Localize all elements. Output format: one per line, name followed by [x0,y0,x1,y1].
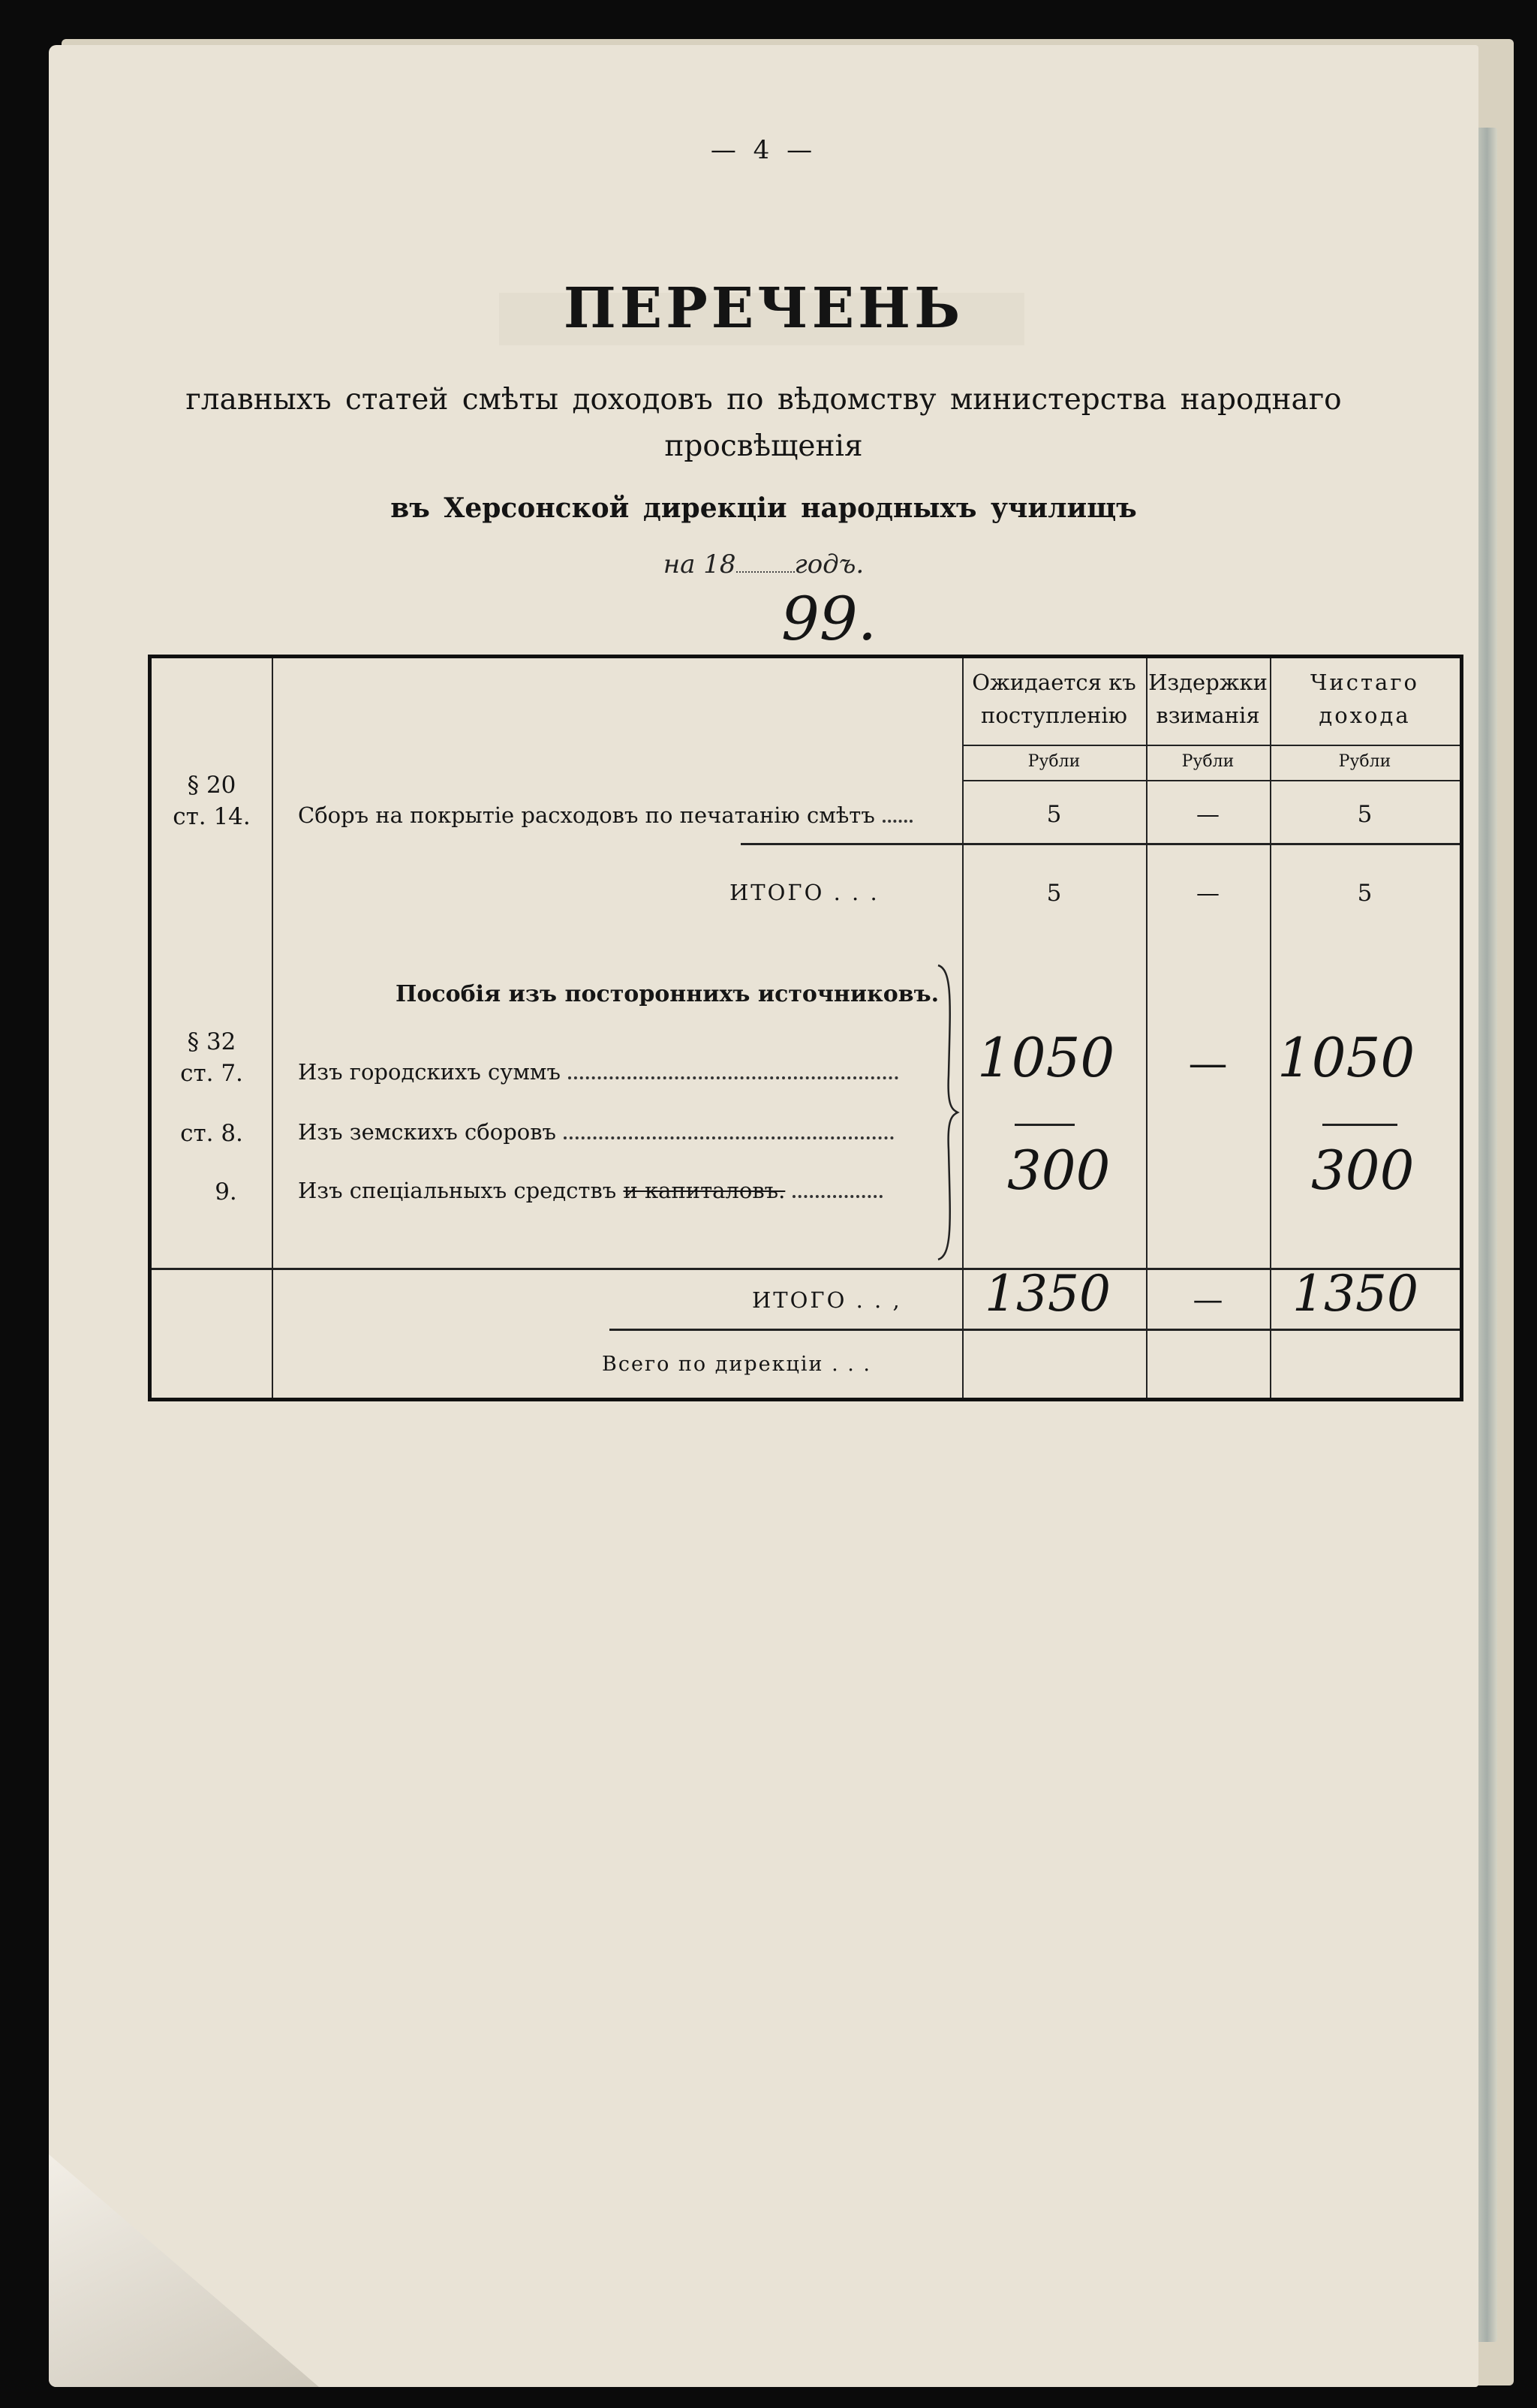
revenue-table [148,655,1463,1401]
item-special-desc: Изъ спеціальныхъ средствъ и капиталовъ. [298,1178,883,1203]
subtitle-line-1: главныхъ статей смѣты доходовъ по вѣдомству министерства народнаго [185,383,1342,417]
directorate-line: въ Херсонской дирекціи народныхъ училищъ [390,492,1137,524]
document-page [49,45,1478,2387]
row1-expected: 5 [1046,801,1062,828]
curly-brace [932,962,962,1263]
document-title: ПЕРЕЧЕНЬ [563,276,964,341]
article-7: ст. 7. [180,1060,243,1087]
subtotal1-net: 5 [1357,880,1373,907]
section-32: § 32 [187,1028,236,1055]
total-label: ИТОГО . . , [752,1287,902,1313]
hw-city-costs: — [1188,1041,1228,1086]
hw-total-costs: — [1193,1283,1223,1317]
year-prefix: на 18 [663,549,736,579]
unit-expected: Рубли [1027,752,1081,771]
unit-costs: Рубли [1181,752,1235,771]
row1-costs: — [1196,801,1220,828]
hw-zemstvo-net-bar [1322,1124,1397,1126]
folded-corner [49,2154,319,2387]
hw-city-expected: 1050 [977,1026,1115,1089]
unit-net: Рубли [1338,752,1391,771]
article-9: 9. [215,1178,237,1206]
hw-special-expected: 300 [1007,1139,1111,1202]
section-20: § 20 [187,772,236,799]
year-dots [736,555,795,573]
subtotal1-label: ИТОГО . . . [729,880,880,905]
hw-city-net: 1050 [1277,1026,1415,1089]
row1-desc: Сборъ на покрытіе расходовъ по печатанію смѣтъ [298,802,913,828]
subtotal1-expected: 5 [1046,880,1062,907]
hw-zemstvo-expected-bar [1015,1124,1075,1126]
subtotal1-costs: — [1196,880,1220,907]
year-suffix: годъ. [794,549,865,579]
handwritten-year: 99. [781,584,877,654]
group-title: Пособія изъ постороннихъ источниковъ. [396,981,940,1007]
struck-text: и капиталовъ. [623,1178,786,1203]
article-14: ст. 14. [173,803,251,830]
item-zemstvo-desc: Изъ земскихъ сборовъ [298,1119,894,1145]
item-city-desc: Изъ городскихъ суммъ [298,1059,898,1085]
hw-total-expected: 1350 [985,1265,1111,1323]
hw-total-net: 1350 [1292,1265,1418,1323]
hw-special-net: 300 [1311,1139,1415,1202]
subtitle-line-2: просвѣщенія [664,429,863,463]
row1-net: 5 [1357,801,1373,828]
page-number: — 4 — [710,135,817,165]
header-costs: Издержки взиманія [1148,670,1268,728]
grand-total-label: Всего по дирекціи . . . [602,1353,872,1376]
year-line [49,549,1478,579]
header-expected: Ожидается къ поступленію [972,670,1136,728]
header-net: Чистаго дохода [1310,670,1419,728]
article-8: ст. 8. [180,1120,243,1147]
